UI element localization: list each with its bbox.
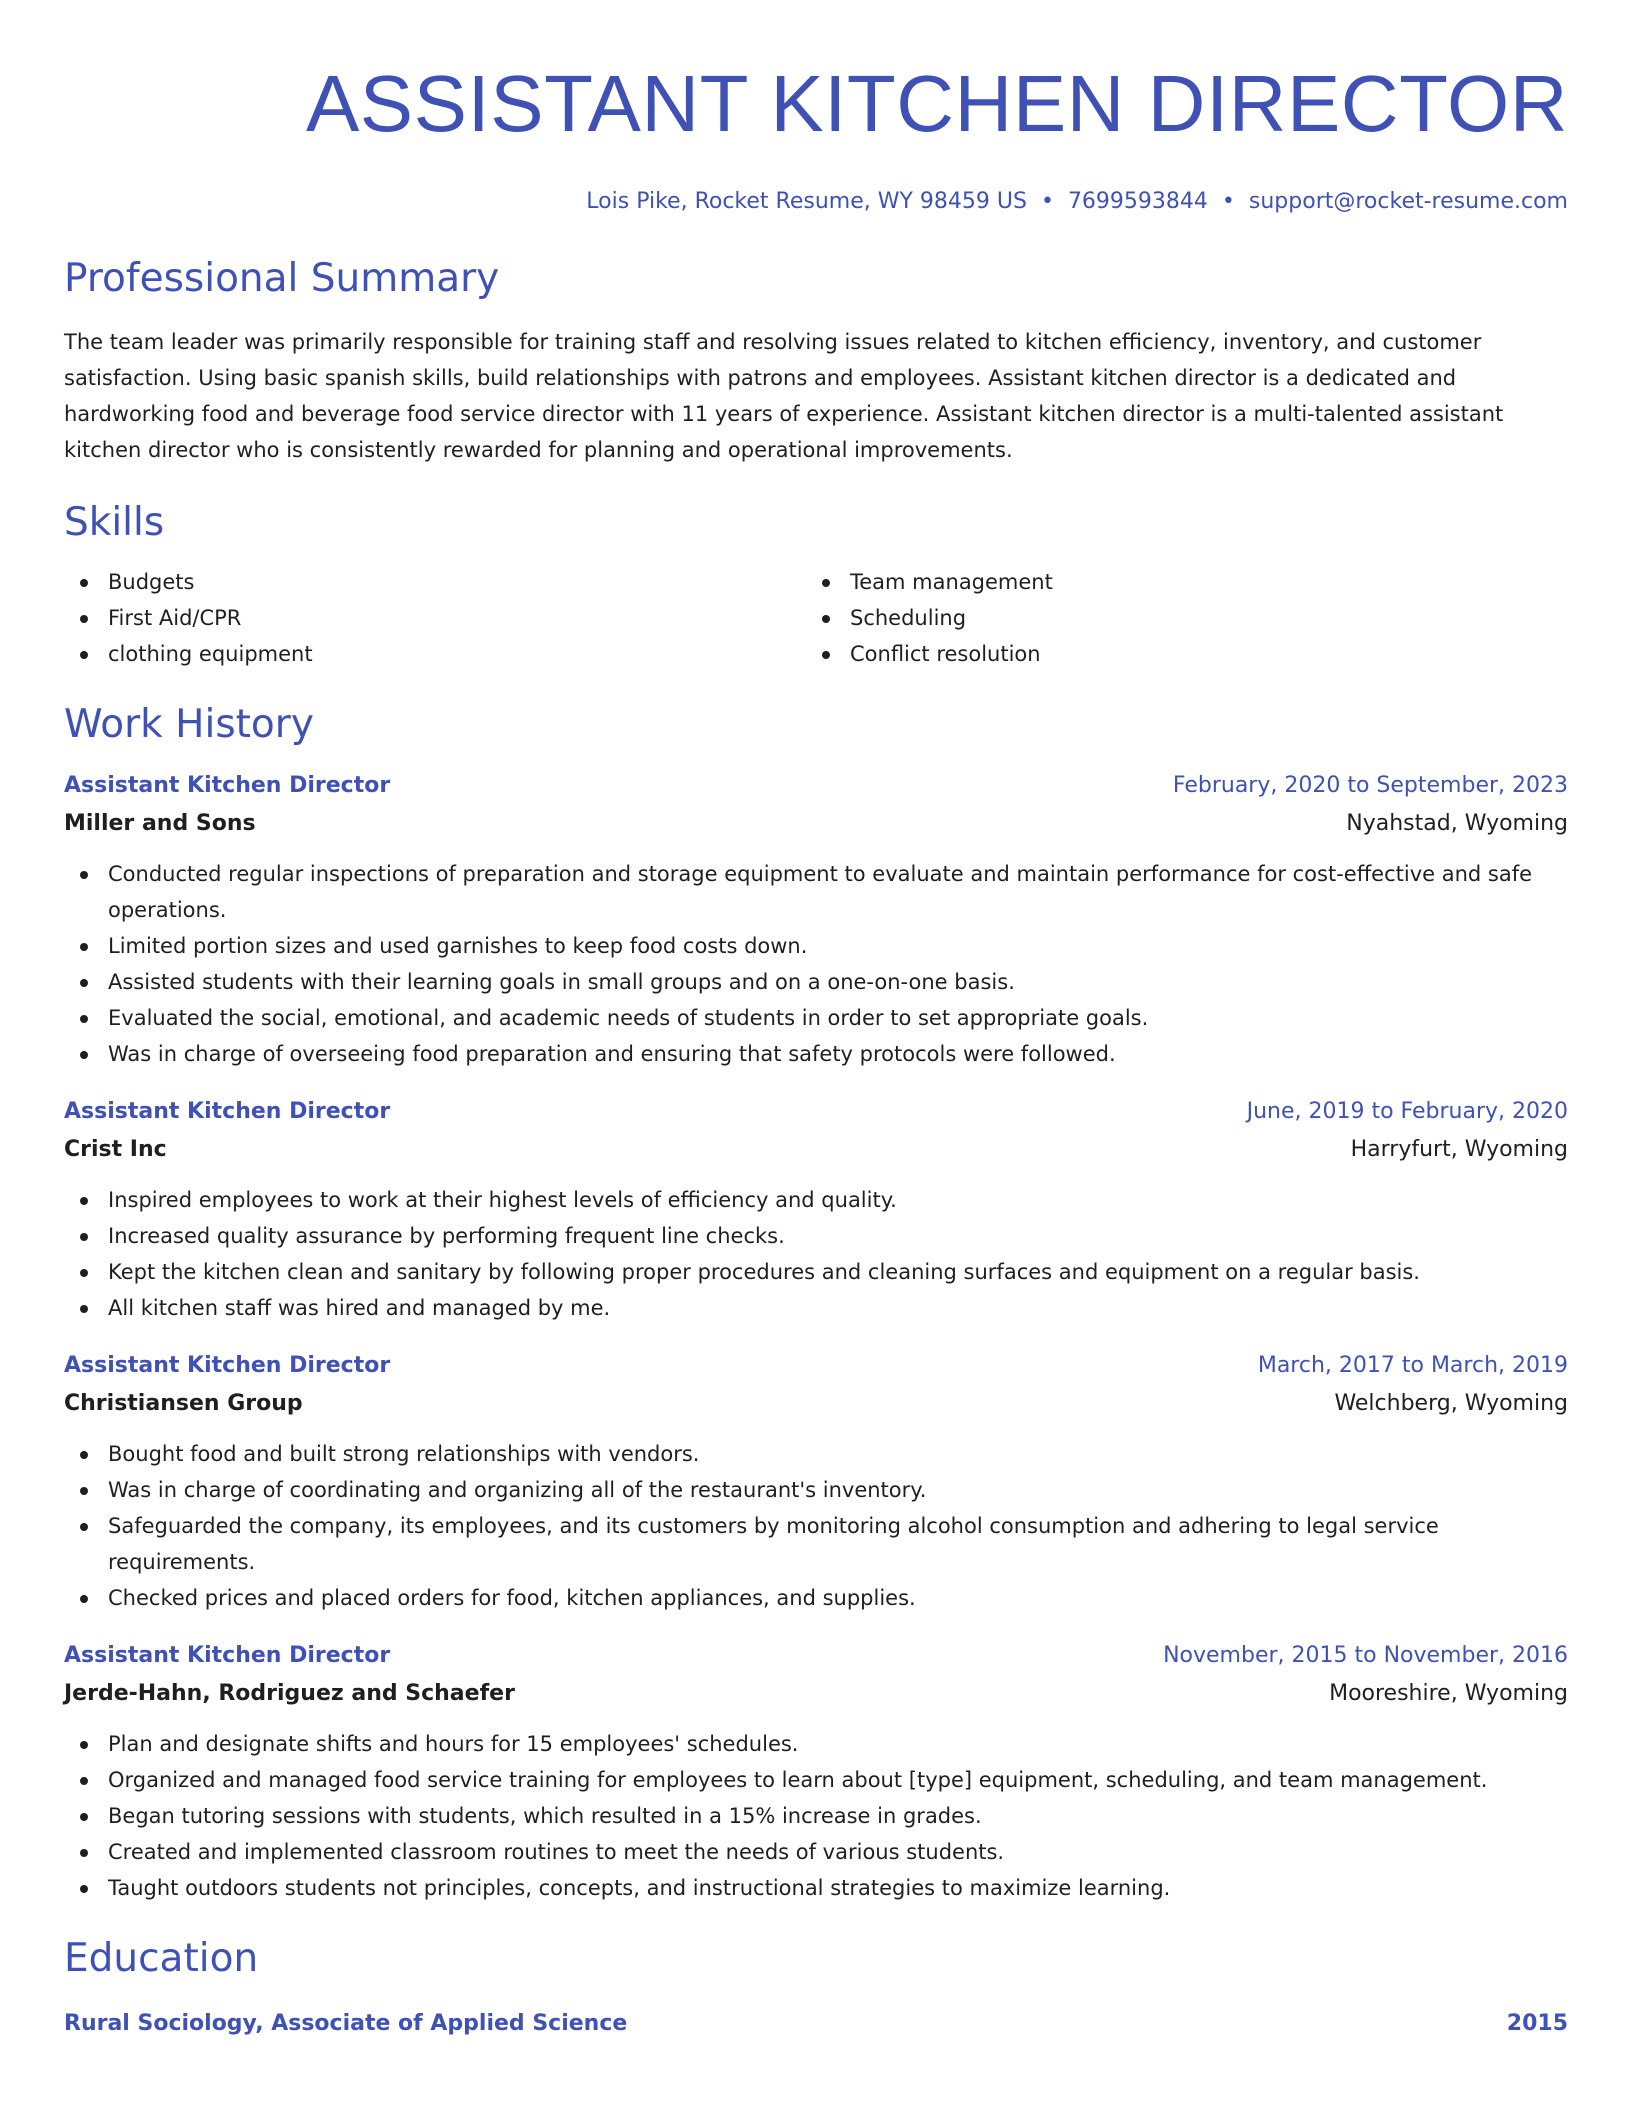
job-bullet: Conducted regular inspections of preparation and storage equipment to evaluate and maintain performance for cost-effective and safe operations. — [64, 856, 1568, 928]
work-history-heading: Work History — [64, 702, 314, 747]
job-role: Assistant Kitchen Director — [64, 773, 391, 798]
job-bullet: Safeguarded the company, its employees, and its customers by monitoring alcohol consumption and adhering to legal service requirements. — [64, 1508, 1568, 1580]
education-heading: Education — [64, 1936, 259, 1981]
job-dates: February, 2020 to September, 2023 — [1172, 773, 1568, 798]
job-role: Assistant Kitchen Director — [64, 1353, 391, 1378]
job-subheader — [64, 810, 1568, 838]
job-location: Mooreshire, Wyoming — [1329, 1681, 1568, 1706]
contact-email[interactable]: support@rocket-resume.com — [1248, 189, 1568, 214]
job-location: Nyahstad, Wyoming — [1346, 811, 1568, 836]
resume-page — [64, 0, 1568, 2038]
job-location: Welchberg, Wyoming — [1334, 1391, 1568, 1416]
job-bullet: Taught outdoors students not principles, concepts, and instructional strategies to maximize learning. — [64, 1870, 1568, 1906]
job-bullet: Began tutoring sessions with students, which resulted in a 15% increase in grades. — [64, 1798, 1568, 1834]
job-bullet: Bought food and built strong relationships with vendors. — [64, 1436, 1568, 1472]
job-role: Assistant Kitchen Director — [64, 1643, 391, 1668]
job-header — [64, 1642, 1568, 1670]
skill-item: clothing equipment — [64, 636, 806, 672]
job-bullets — [64, 1182, 1568, 1326]
skill-item: Scheduling — [806, 600, 1548, 636]
job-bullet: Limited portion sizes and used garnishes to keep food costs down. — [64, 928, 1568, 964]
resume-title: ASSISTANT KITCHEN DIRECTOR — [305, 59, 1568, 148]
job-bullets — [64, 856, 1568, 1072]
job-bullet: Checked prices and placed orders for food, kitchen appliances, and supplies. — [64, 1580, 1568, 1616]
skill-item: First Aid/CPR — [64, 600, 806, 636]
job-role: Assistant Kitchen Director — [64, 1099, 391, 1124]
job-bullet: Organized and managed food service training for employees to learn about [type] equipment, scheduling, and team management. — [64, 1762, 1568, 1798]
job-bullet: Kept the kitchen clean and sanitary by following proper procedures and cleaning surfaces and equipment on a regular basis. — [64, 1254, 1568, 1290]
job-entry — [64, 1098, 1568, 1326]
job-header — [64, 1098, 1568, 1126]
job-company: Jerde-Hahn, Rodriguez and Schaefer — [64, 1681, 515, 1706]
job-header — [64, 772, 1568, 800]
job-company: Christiansen Group — [64, 1391, 303, 1416]
skill-item: Budgets — [64, 564, 806, 600]
job-company: Miller and Sons — [64, 811, 256, 836]
education-entry — [64, 2010, 1568, 2038]
job-subheader — [64, 1390, 1568, 1418]
job-entry — [64, 1352, 1568, 1616]
contact-line — [64, 188, 1568, 216]
job-bullet: Was in charge of coordinating and organizing all of the restaurant's inventory. — [64, 1472, 1568, 1508]
contact-address: Lois Pike, Rocket Resume, WY 98459 US — [586, 189, 1027, 214]
job-location: Harryfurt, Wyoming — [1350, 1137, 1568, 1162]
skills-list-right — [806, 564, 1548, 672]
contact-phone: 7699593844 — [1067, 189, 1208, 214]
education-degree: Rural Sociology, Associate of Applied Science — [64, 2011, 628, 2036]
job-entry — [64, 772, 1568, 1072]
job-bullets — [64, 1726, 1568, 1906]
job-entry — [64, 1642, 1568, 1906]
job-bullet: Plan and designate shifts and hours for 15 employees' schedules. — [64, 1726, 1568, 1762]
job-header — [64, 1352, 1568, 1380]
job-dates: March, 2017 to March, 2019 — [1257, 1353, 1568, 1378]
contact-separator: • — [1040, 189, 1054, 214]
contact-separator: • — [1221, 189, 1235, 214]
summary-text: The team leader was primarily responsible for training staff and resolving issues related to kitchen efficiency, inventory, and customer satisfaction. Using basic spanish skills, build relationships with patrons and employees. Assistant kitchen director is a dedicated and hardworking food and beverage food service director with 11 years of experience. Assistant kitchen director is a multi-talented assistant kitchen director who is consistently rewarded for planning and operational improvements. — [64, 330, 1504, 462]
skill-item: Conflict resolution — [806, 636, 1548, 672]
skills-list-left — [64, 564, 806, 672]
job-dates: June, 2019 to February, 2020 — [1246, 1099, 1568, 1124]
summary-heading: Professional Summary — [64, 256, 500, 301]
job-bullets — [64, 1436, 1568, 1616]
job-bullet: Assisted students with their learning goals in small groups and on a one-on-one basis. — [64, 964, 1568, 1000]
job-bullet: Inspired employees to work at their highest levels of efficiency and quality. — [64, 1182, 1568, 1218]
job-bullet: Created and implemented classroom routines to meet the needs of various students. — [64, 1834, 1568, 1870]
skill-item: Team management — [806, 564, 1548, 600]
job-company: Crist Inc — [64, 1137, 167, 1162]
job-subheader — [64, 1680, 1568, 1708]
job-subheader — [64, 1136, 1568, 1164]
job-bullet: Was in charge of overseeing food preparation and ensuring that safety protocols were followed. — [64, 1036, 1568, 1072]
skills-grid — [64, 564, 1568, 672]
skills-heading: Skills — [64, 500, 165, 545]
education-year: 2015 — [1506, 2011, 1568, 2036]
job-bullet: Evaluated the social, emotional, and academic needs of students in order to set appropriate goals. — [64, 1000, 1568, 1036]
job-dates: November, 2015 to November, 2016 — [1163, 1643, 1568, 1668]
job-bullet: Increased quality assurance by performing frequent line checks. — [64, 1218, 1568, 1254]
job-bullet: All kitchen staff was hired and managed by me. — [64, 1290, 1568, 1326]
